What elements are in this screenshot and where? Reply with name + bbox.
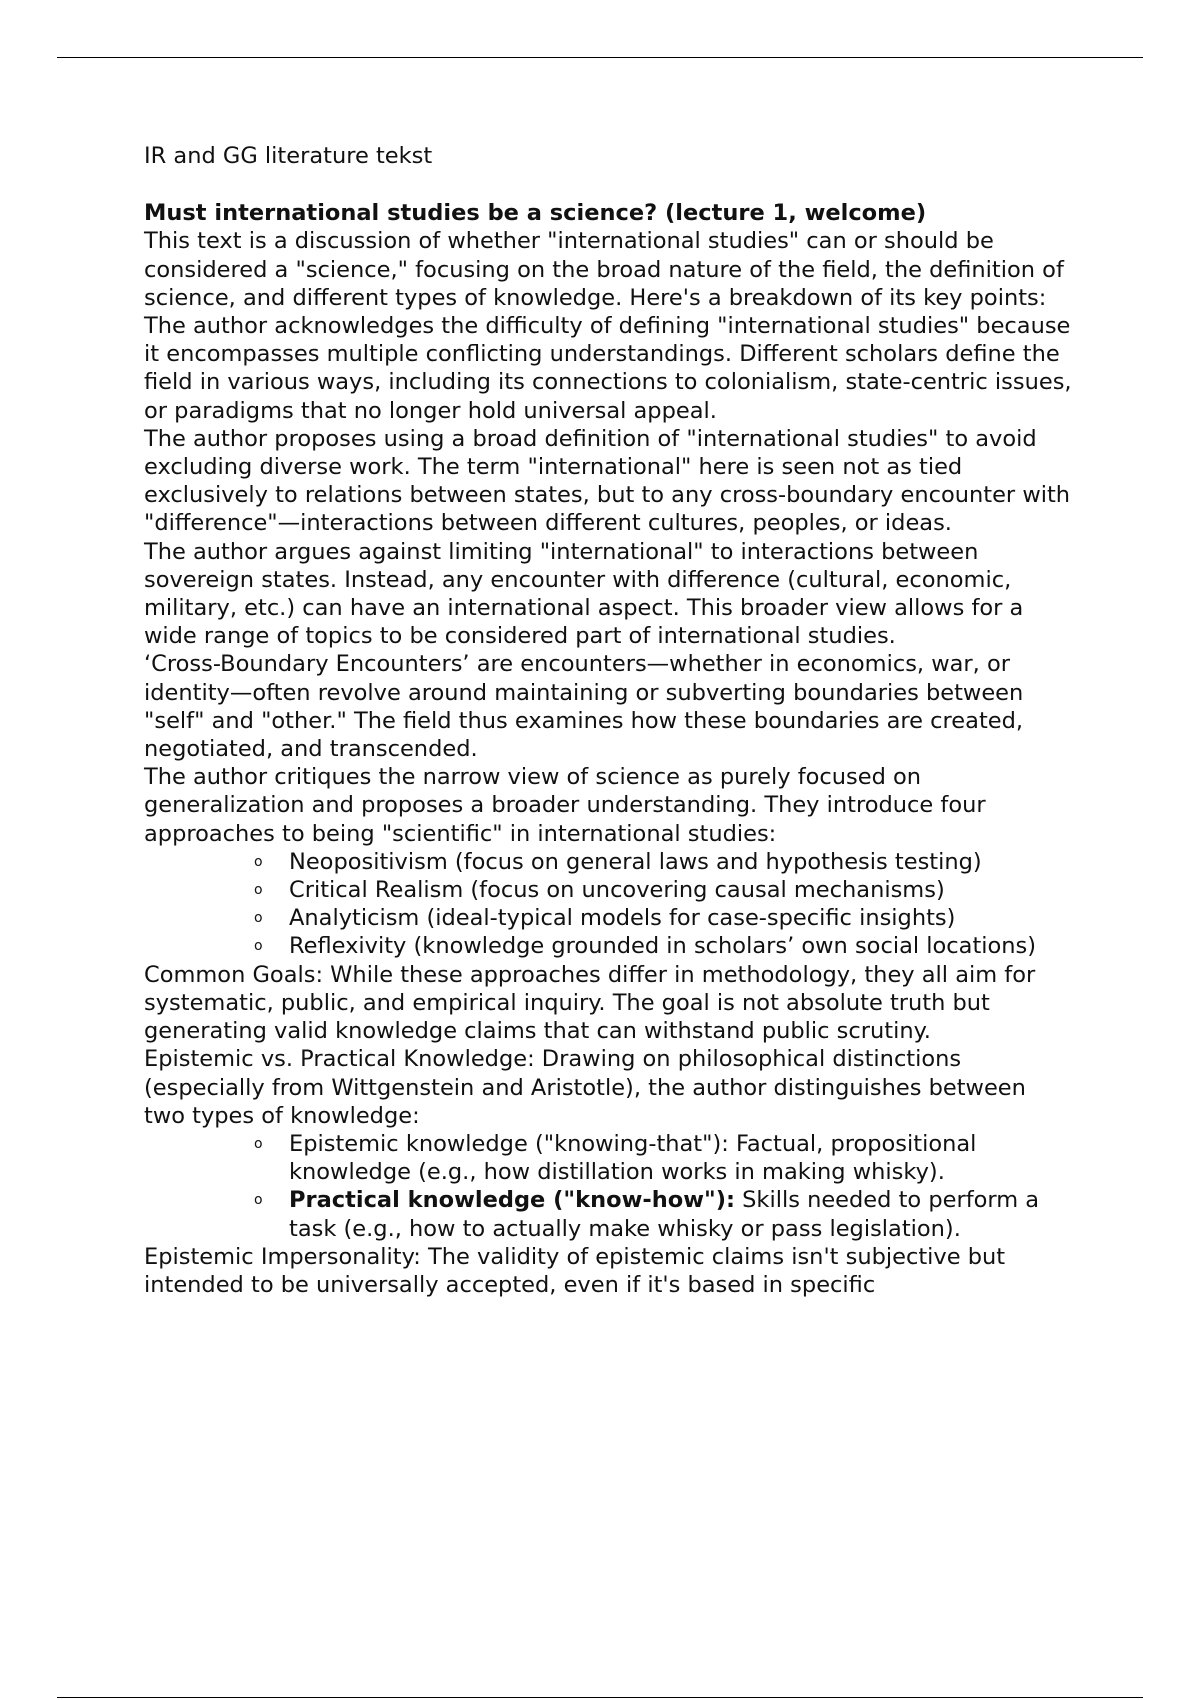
approach-analyticism: Analyticism (ideal-typical models for case-specific insights) xyxy=(289,905,956,932)
approaches-list xyxy=(144,848,1074,961)
paragraph-broad-definition: The author proposes using a broad definition of "international studies" to avoid excluding diverse work. The term "international" here is seen not as tied exclusively to relations between states, but to any cross-boundary encounter with "difference"—interactions between different cultures, peoples, or ideas. xyxy=(144,425,1071,537)
paragraph-cross-boundary: ‘Cross-Boundary Encounters’ are encounters—whether in economics, war, or identity—often revolve around maintaining or subverting boundaries between "self" and "other." The field thus examines how these boundaries are created, negotiated, and transcended. xyxy=(144,651,1024,763)
list-item xyxy=(254,1186,1074,1242)
bullet-icon: o xyxy=(254,1192,263,1209)
paragraph-beyond-states: The author argues against limiting "international" to interactions between sovereign states. Instead, any encounter with difference (cultural, economic, military, etc.) can have an international aspect. This broader view allows for a wide range of topics to be considered part of international studies. xyxy=(144,538,1024,650)
practical-knowledge-label: Practical knowledge ("know-how"): xyxy=(289,1187,735,1214)
list-item xyxy=(254,1130,1074,1186)
approach-reflexivity: Reflexivity (knowledge grounded in scholars’ own social locations) xyxy=(289,933,1037,960)
list-item xyxy=(254,848,1074,876)
practical-knowledge-text: Skills needed to perform a task (e.g., how to actually make whisky or pass legislation). xyxy=(289,1187,1040,1242)
bottom-rule xyxy=(57,1697,1143,1698)
top-rule xyxy=(57,57,1143,58)
epistemic-knowledge-item: Epistemic knowledge ("knowing-that"): Factual, propositional knowledge (e.g., how distillation works in making whisky). xyxy=(289,1130,977,1186)
knowledge-types-list xyxy=(144,1130,1074,1243)
list-item xyxy=(254,904,1074,932)
bullet-icon: o xyxy=(254,910,263,927)
document-body xyxy=(144,142,1074,1299)
bullet-icon: o xyxy=(254,853,263,870)
document-title: IR and GG literature tekst xyxy=(144,143,433,169)
paragraph-common-goals: Common Goals: While these approaches differ in methodology, they all aim for systematic, public, and empirical inquiry. The goal is not absolute truth but generating valid knowledge claims that can withstand public scrutiny. xyxy=(144,961,1036,1045)
section-heading: Must international studies be a science? (lecture 1, welcome) xyxy=(144,200,927,227)
paragraph-science-critique: The author critiques the narrow view of science as purely focused on generalization and proposes a broader understanding. They introduce four approaches to being "scientific" in international studies: xyxy=(144,764,986,847)
paragraph-definition-difficulty: The author acknowledges the difficulty of defining "international studies" because it encompasses multiple conflicting understandings. Different scholars define the field in various ways, including its connections to colonialism, state-centric issues, or paradigms that no longer hold universal appeal. xyxy=(144,313,1072,424)
paragraph-epistemic-impersonality: Epistemic Impersonality: The validity of epistemic claims isn't subjective but intended to be universally accepted, even if it's based in specific xyxy=(144,1243,1006,1298)
bullet-icon: o xyxy=(254,882,263,899)
bullet-icon: o xyxy=(254,938,263,955)
list-item xyxy=(254,932,1074,960)
approach-critical-realism: Critical Realism (focus on uncovering causal mechanisms) xyxy=(289,877,945,904)
paragraph-intro: This text is a discussion of whether "international studies" can or should be considered a "science," focusing on the broad nature of the field, the definition of science, and different types of knowledge. Here's a breakdown of its key points: xyxy=(144,228,1064,311)
approach-neopositivism: Neopositivism (focus on general laws and hypothesis testing) xyxy=(289,848,982,875)
paragraph-epistemic-vs-practical: Epistemic vs. Practical Knowledge: Drawing on philosophical distinctions (especially from Wittgenstein and Aristotle), the author distinguishes between two types of knowledge: xyxy=(144,1046,1026,1129)
bullet-icon: o xyxy=(254,1135,263,1152)
list-item xyxy=(254,876,1074,904)
